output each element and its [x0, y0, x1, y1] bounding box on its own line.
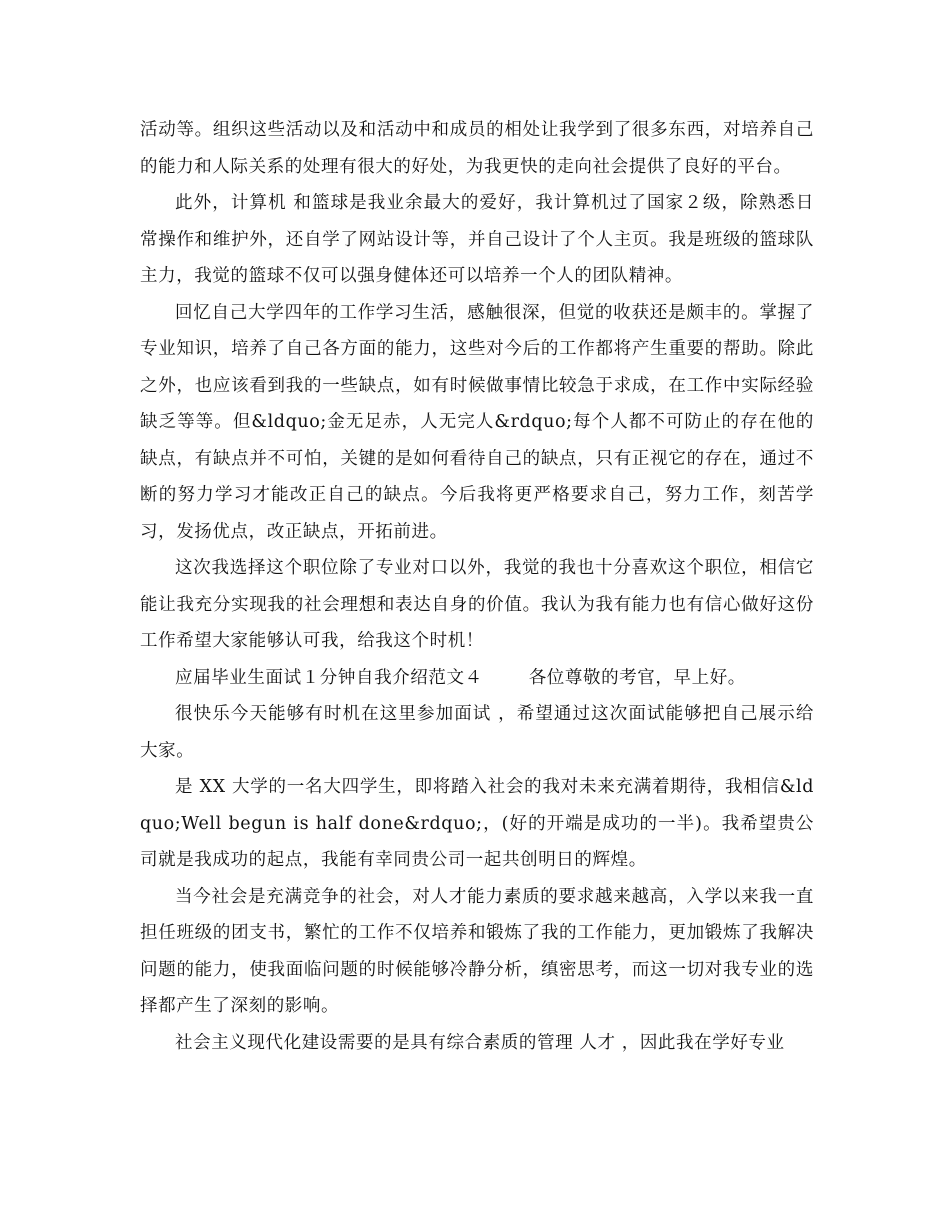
paragraph-greeting: 很快乐今天能够有时机在这里参加面试 ，希望通过这次面试能够把自己展示给大家。: [140, 704, 814, 761]
document-body: [140, 112, 814, 1061]
paragraph-activities: 活动等。组织这些活动以及和活动中和成员的相处让我学到了很多东西，对培养自己的能力和人际关系的处理有很大的好处，为我更快的走向社会提供了良好的平台。: [140, 120, 814, 177]
section-heading: [140, 660, 814, 697]
paragraph-hobbies: 此外，计算机 和篮球是我业余最大的爱好，我计算机过了国家２级，除熟悉日常操作和维护外，还自学了网站设计等，并自己设计了个人主页。我是班级的篮球队主力，我觉的篮球不仅可以强身健体还可以培养一个人的团队精神。: [140, 193, 814, 286]
paragraph-reflection: 回忆自己大学四年的工作学习生活，感触很深，但觉的收获还是颇丰的。掌握了专业知识，培养了自己各方面的能力，这些对今后的工作都将产生重要的帮助。除此之外，也应该看到我的一些缺点，如有时候做事情比较急于求成，在工作中实际经验缺乏等等。但&ldquo;金无足赤，人无完人&rdquo;每个人都不可防止的存在他的缺点，有缺点并不可怕，关键的是如何看待自己的缺点，只有正视它的存在，通过不断的努力学习才能改正自己的缺点。今后我将更严格要求自己，努力工作，刻苦学习，发扬优点，改正缺点，开拓前进。: [140, 302, 814, 542]
paragraph-position-choice: 这次我选择这个职位除了专业对口以外，我觉的我也十分喜欢这个职位，相信它能让我充分实现我的社会理想和表达自身的价值。我认为我有能力也有信心做好这份工作希望大家能够认可我，给我这个时机！: [140, 558, 814, 651]
paragraph-introduction: 是 XX 大学的一名大四学生，即将踏入社会的我对未来充满着期待，我相信&ldquo;Well begun is half done&rdquo;，(好的开端是成功的一半)。我希望贵公司就是我成功的起点，我能有幸同贵公司一起共创明日的辉煌。: [140, 777, 814, 870]
paragraph-competition: 当今社会是充满竞争的社会，对人才能力素质的要求越来越高，入学以来我一直担任班级的团支书，繁忙的工作不仅培养和锻炼了我的工作能力，更加锻炼了我解决问题的能力，使我面临问题的时候能够冷静分析，缜密思考，而这一切对我专业的选择都产生了深刻的影响。: [140, 886, 814, 1016]
heading-title: 应届毕业生面试１分钟自我介绍范文４: [175, 667, 483, 688]
heading-greeting: 各位尊敬的考官，早上好。: [528, 667, 746, 688]
paragraph-management: 社会主义现代化建设需要的是具有综合素质的管理 人才 ，因此我在学好专业: [175, 1032, 785, 1053]
